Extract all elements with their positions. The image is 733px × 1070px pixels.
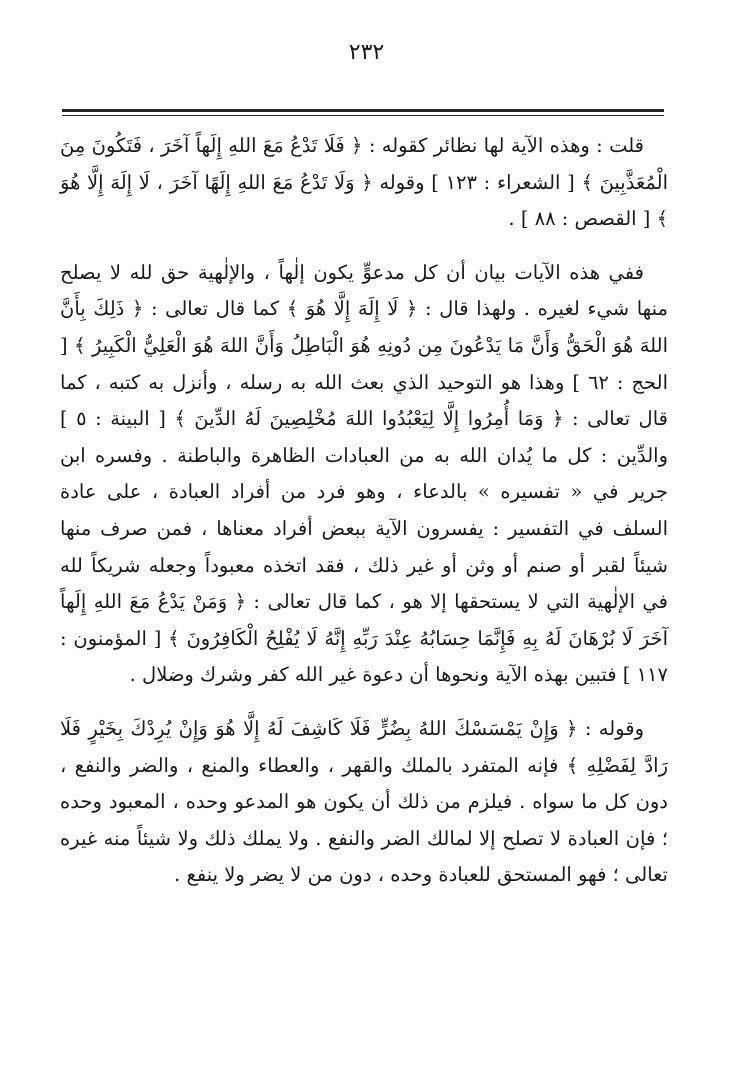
header-rule-thin: [62, 115, 664, 116]
paragraph-3: وقوله : ﴿ وَإِنْ يَمْسَسْكَ اللهُ بِضُرٍّ فَلَا كَاشِفَ لَهُ إِلَّا هُوَ وَإِنْ يُرِدْكَ بِخَيْرٍ فَلَا رَادَّ لِفَضْلِهِ ﴾ فإنه المتفرد بالملك والقهر ، والعطاء والمنع ، والضر والنفع ، دون كل ما سواه . فيلزم من ذلك أن يكون هو المدعو وحده ، المعبود وحده ؛ فإن العبادة لا تصلح إلا لمالك الضر والنفع . ولا يملك ذلك ولا شيئاً منه غيره تعالى ؛ فهو المستحق للعبادة وحده ، دون من لا يضر ولا ينفع .: [60, 716, 668, 887]
paragraph-2: ففي هذه الآيات بيان أن كل مدعوٍّ يكون إلٰهاً ، والإلٰهية حق لله لا يصلح منها شيء لغيره . ولهذا قال : ﴿ لَا إِلَهَ إِلَّا هُوَ ﴾ كما قال تعالى : ﴿ ذَلِكَ بِأَنَّ اللهَ هُوَ الْحَقُّ وَأَنَّ مَا يَدْعُونَ مِن دُونِهِ هُوَ الْبَاطِلُ وَأَنَّ اللهَ هُوَ الْعَلِيُّ الْكَبِيرُ ﴾ [ الحج : ٦٢ ] وهذا هو التوحيد الذي بعث الله به رسله ، وأنزل به كتبه ، كما قال تعالى : ﴿ وَمَا أُمِرُوا إِلَّا لِيَعْبُدُوا اللهَ مُخْلِصِينَ لَهُ الدِّينَ ﴾ [ البينة : ٥ ] والدِّين : كل ما يُدان الله به من العبادات الظاهرة والباطنة . وفسره ابن جرير في « تفسيره » بالدعاء ، وهو فرد من أفراد العبادة ، على عادة السلف في التفسير : يفسرون الآية ببعض أفراد معناها ، فمن صرف منها شيئاً لقبر أو صنم أو وثن أو غير ذلك ، فقد اتخذه معبوداً وجعله شريكاً لله في الإلٰهية التي لا يستحقها إلا هو ، كما قال تعالى : ﴿ وَمَنْ يَدْعُ مَعَ اللهِ إِلَهاً آخَرَ لَا بُرْهَانَ لَهُ بِهِ فَإِنَّمَا حِسَابُهُ عِنْدَ رَبِّهِ إِنَّهُ لَا يُفْلِحُ الْكَافِرُونَ ﴾ [ المؤمنون : ١١٧ ] فتبين بهذه الآية ونحوها أن دعوة غير الله كفر وشرك وضلال .: [60, 260, 668, 687]
page-number: ٢٣٢: [348, 40, 385, 65]
page-body: [60, 128, 668, 894]
header-rule-thick: [62, 109, 664, 112]
paragraph-1: قلت : وهذه الآية لها نظائر كقوله : ﴿ فَلَا تَدْعُ مَعَ اللهِ إِلَهاً آخَرَ ، فَتَكُونَ مِنَ الْمُعَذَّبِينَ ﴾ [ الشعراء : ١٢٣ ] وقوله ﴿ وَلَا تَدْعُ مَعَ اللهِ إِلَهًا آخَرَ ، لَا إِلَهَ إِلَّا هُوَ ﴾ [ القصص : ٨٨ ] .: [60, 134, 669, 231]
